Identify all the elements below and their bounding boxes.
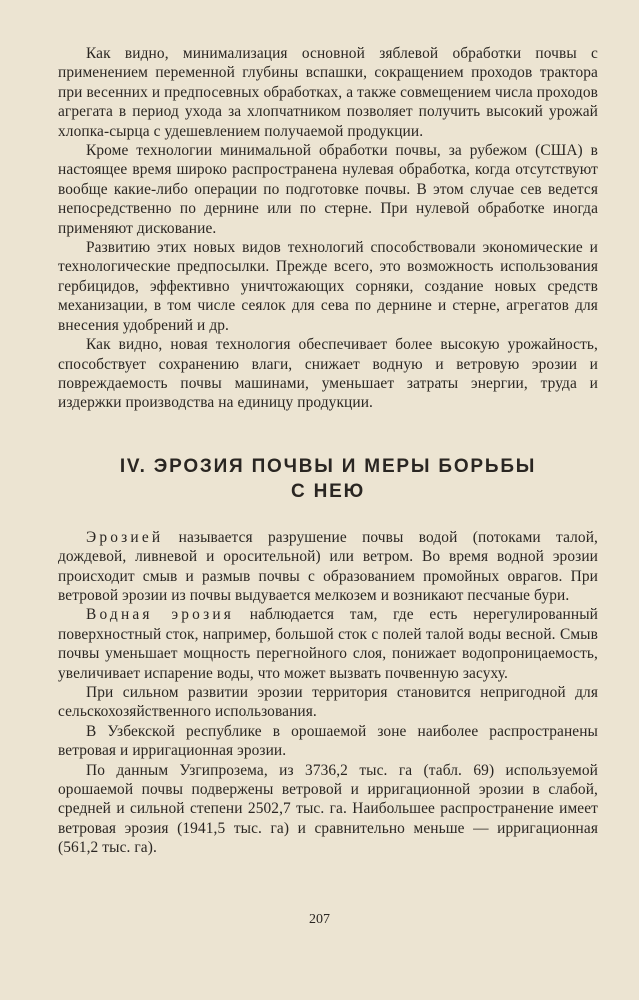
paragraph-water-erosion [58, 605, 598, 683]
paragraph-erosion-definition [58, 528, 598, 606]
section-heading-line-2: С НЕЮ [291, 480, 365, 502]
page-text-block [58, 44, 598, 858]
section-heading-line-1: IV. ЭРОЗИЯ ПОЧВЫ И МЕРЫ БОРЬБЫ [119, 455, 537, 477]
paragraph-technology-prerequisites: Развитию этих новых видов технологий способствовали экономические и технологические предпосылки. Прежде всего, это возможность использования гербицидов, эффективно уничтожающих сорняки, создание новых средств механизации, в том числе сеялок для сева по дернине и стерне, агрегатов для внесения удобрений и др. [58, 239, 598, 334]
water-erosion-text: наблюдается там, где есть нерегулированный поверхностный сток, например, большой сток с полей талой воды весной. Смыв почвы уменьшает мощность перегнойного слоя, понижает водопроницаемость, увеличивает испарение воды, что может вызвать почвенную засуху. [58, 606, 598, 682]
term-water-erosion: Водная эрозия [86, 606, 235, 624]
page-number: 207 [309, 912, 330, 927]
paragraph-new-technology-benefits: Как видно, новая технология обеспечивает более высокую урожайность, способствует сохранению влаги, снижает водную и ветровую эрозии и повреждаемость почвы машинами, уменьшает затраты энергии, труда и издержки производства на единицу продукции. [58, 336, 598, 412]
paragraph-uzbekistan-erosion: В Узбекской республике в орошаемой зоне наиболее распространены ветровая и ирригационная эрозии. [58, 722, 598, 760]
term-erosion: Эрозией [86, 528, 164, 546]
paragraph-severe-erosion: При сильном развитии эрозии территория становится непригодной для сельскохозяйственного использования. [58, 683, 598, 721]
section-heading [58, 454, 598, 504]
section-body [58, 528, 598, 858]
paragraph-zero-tillage: Кроме технологии минимальной обработки почвы, за рубежом (США) в настоящее время широко распространена нулевая обработка, когда отсутствуют вообще какие-либо операции по подготовке почвы. В этом случае сев ведется непосредственно по дернине или по стерне. При нулевой обработке иногда применяют дискование. [58, 142, 598, 237]
erosion-definition-text: называется разрушение почвы водой (потоками талой, дождевой, ливневой и оросительной) или ветром. Во время водной эрозии происходит смыв и размыв почвы с образованием промойных оврагов. При ветровой эрозии из почвы выдувается мелкозем и возникают песчаные бури. [58, 528, 598, 604]
paragraph-uzgiprozem-data: По данным Узгипрозема, из 3736,2 тыс. га (табл. 69) используемой орошаемой почвы подвержены ветровой и ирригационной эрозии в слабой, средней и сильной степени 2502,7 тыс. га. Наибольшее распространение имеет ветровая эрозия (1941,5 тыс. га) и сравнительно меньше — ирригационная (561,2 тыс. га). [58, 761, 598, 857]
paragraph-minimal-tillage-summary: Как видно, минимализация основной зяблевой обработки почвы с применением переменной глубины вспашки, сокращением проходов трактора при весенних и предпосевных обработках, а также совмещением числа проходов агрегата в период ухода за хлопчатником позволяет получить высокий урожай хлопка-сырца с удешевлением получаемой продукции. [58, 45, 598, 140]
